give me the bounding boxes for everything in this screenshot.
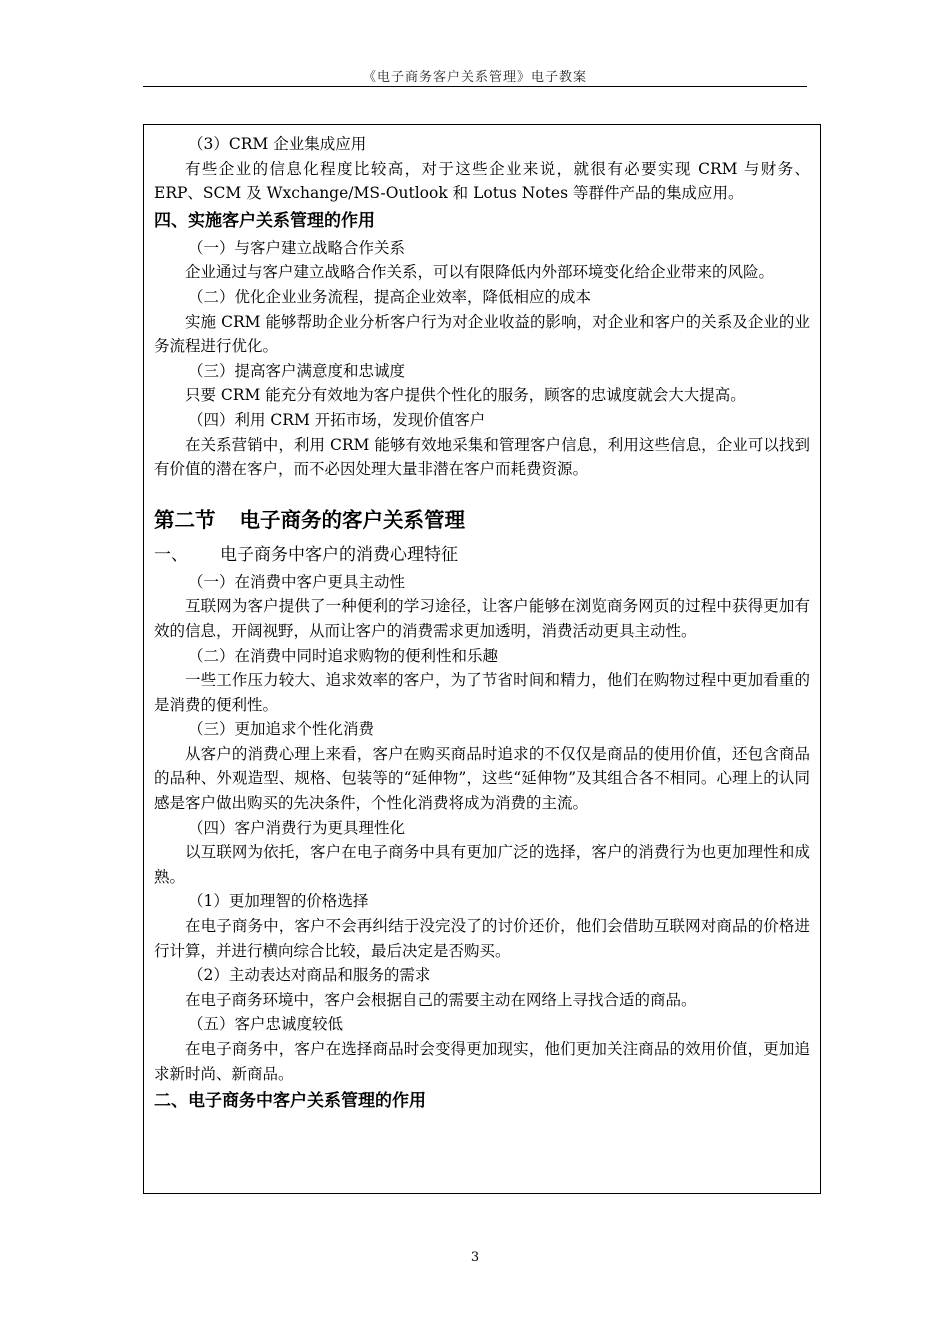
paragraph: 企业通过与客户建立战略合作关系，可以有限降低内外部环境变化给企业带来的风险。 xyxy=(185,263,775,282)
subheading: （二）优化企业业务流程，提高企业效率，降低相应的成本 xyxy=(188,287,592,306)
subheading: （三）更加追求个性化消费 xyxy=(188,720,375,739)
subheading: （一）与客户建立战略合作关系 xyxy=(188,238,406,257)
paragraph: 在电子商务中，客户在选择商品时会变得更加现实，他们更加关注商品的效用价值，更加追求新时尚、新商品。 xyxy=(154,1040,810,1083)
paragraph: 在电子商务中，客户不会再纠结于没完没了的讨价还价，他们会借助互联网对商品的价格进行计算，并进行横向综合比较，最后决定是否购买。 xyxy=(154,917,810,960)
paragraph: 互联网为客户提供了一种便利的学习途径，让客户能够在浏览商务网页的过程中获得更加有效的信息，开阔视野，从而让客户的消费需求更加透明，消费活动更具主动性。 xyxy=(154,597,810,640)
document-header-title: 《电子商务客户关系管理》电子教案 xyxy=(362,70,587,85)
content-frame xyxy=(143,124,821,1194)
subheading-crm-integration: （3）CRM 企业集成应用 xyxy=(188,135,367,153)
subheading: （三）提高客户满意度和忠诚度 xyxy=(188,361,406,380)
chapter-title: 电子商务的客户关系管理 xyxy=(239,507,465,532)
subheading: （五）客户忠诚度较低 xyxy=(188,1015,344,1034)
header-divider xyxy=(143,86,807,87)
chapter-heading xyxy=(154,505,810,535)
section-heading-crm-role: 四、实施客户关系管理的作用 xyxy=(154,210,375,231)
subheading: （四）利用 CRM 开拓市场，发现价值客户 xyxy=(188,410,486,429)
subheading: （1）更加理智的价格选择 xyxy=(188,892,369,911)
subheading: （2）主动表达对商品和服务的需求 xyxy=(188,966,431,985)
chapter-number: 第二节 xyxy=(154,507,216,532)
paragraph: 在电子商务环境中，客户会根据自己的需要主动在网络上寻找合适的商品。 xyxy=(185,990,697,1009)
paragraph: 从客户的消费心理上来看，客户在购买商品时追求的不仅仅是商品的使用价值，还包含商品的品种、外观造型、规格、包装等的“延伸物”，这些“延伸物”及其组合各不相同。心理上的认同感是客户做出购买的先决条件，个性化消费将成为消费的主流。 xyxy=(154,744,810,813)
paragraph: 只要 CRM 能充分有效地为客户提供个性化的服务，顾客的忠诚度就会大大提高。 xyxy=(185,386,746,405)
section-title: 电子商务中客户的消费心理特征 xyxy=(220,544,458,565)
page-number: 3 xyxy=(470,1250,480,1265)
section-number: 一、 xyxy=(154,544,188,565)
paragraph-crm-integration: 有些企业的信息化程度比较高，对于这些企业来说，就很有必要实现 CRM 与财务、ERP、SCM 及 Wxchange/MS-Outlook 和 Lotus Notes 等群件产品的集成应用。 xyxy=(154,159,810,203)
subheading: （二）在消费中同时追求购物的便利性和乐趣 xyxy=(188,646,499,665)
paragraph: 在关系营销中，利用 CRM 能够有效地采集和管理客户信息，利用这些信息，企业可以找到有价值的潜在客户，而不必因处理大量非潜在客户而耗费资源。 xyxy=(154,435,810,479)
section-heading-consumer-psychology xyxy=(154,543,810,567)
paragraph: 实施 CRM 能够帮助企业分析客户行为对企业收益的影响，对企业和客户的关系及企业的业务流程进行优化。 xyxy=(154,312,810,356)
subheading: （四）客户消费行为更具理性化 xyxy=(188,818,406,837)
paragraph: 一些工作压力较大、追求效率的客户，为了节省时间和精力，他们在购物过程中更加看重的是消费的便利性。 xyxy=(154,671,810,714)
paragraph: 以互联网为依托，客户在电子商务中具有更加广泛的选择，客户的消费行为也更加理性和成熟。 xyxy=(154,843,810,886)
subheading: （一）在消费中客户更具主动性 xyxy=(188,572,406,591)
section-heading-ecommerce-crm-role: 二、电子商务中客户关系管理的作用 xyxy=(154,1091,426,1112)
